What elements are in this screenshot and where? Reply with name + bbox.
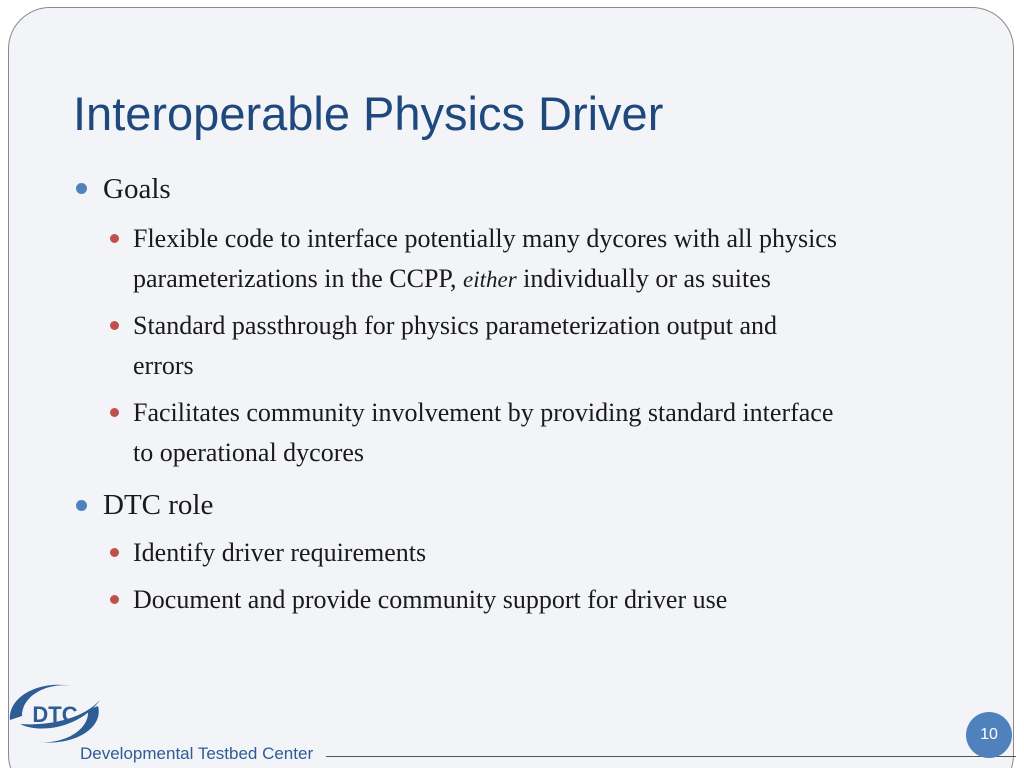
- slide-title: Interoperable Physics Driver: [73, 87, 664, 140]
- bullet-dtc-role-item-2: [133, 580, 973, 620]
- bullet-dtc-role: DTC role: [103, 489, 214, 521]
- bullet-goals-item-1-line2: [133, 259, 973, 300]
- bullet-goals-item-3: [133, 393, 973, 473]
- level2-bullet-icon: [110, 408, 119, 417]
- bullet-goals-item-1: [133, 219, 973, 300]
- level2-bullet-icon: [110, 234, 119, 243]
- text-run: individually or as suites: [516, 264, 771, 293]
- bullet-goals-item-2: [133, 306, 973, 386]
- bullet-goals-item-1-line1: Flexible code to interface potentially many dycores with all physics: [133, 224, 837, 253]
- text-run: parameterizations in the CCPP,: [133, 264, 464, 293]
- footer-divider: [326, 756, 1016, 757]
- level1-bullet-icon: [76, 183, 87, 194]
- organization-name: Developmental Testbed Center: [80, 744, 314, 763]
- level2-bullet-icon: [110, 321, 119, 330]
- bullet-goals-item-2-line1: Standard passthrough for physics parameterization output and: [133, 311, 778, 340]
- level1-bullet-icon: [76, 500, 87, 511]
- bullet-dtc-role-item-2-line1: Document and provide community support for driver use: [133, 585, 728, 614]
- level2-bullet-icon: [110, 548, 119, 557]
- bullet-dtc-role-item-1: [133, 533, 973, 573]
- level2-bullet-icon: [110, 595, 119, 604]
- bullet-goals-item-2-line2: errors: [133, 351, 194, 380]
- logo-text: DTC: [32, 702, 78, 727]
- bullet-goals-item-3-line1: Facilitates community involvement by providing standard interface: [133, 398, 834, 427]
- bullet-goals: Goals: [103, 173, 171, 205]
- page-number-badge: 10: [966, 712, 1012, 758]
- bullet-goals-item-3-line2: to operational dycores: [133, 438, 365, 467]
- emphasis-text: either: [463, 267, 517, 292]
- bullet-dtc-role-item-1-line1: Identify driver requirements: [133, 538, 427, 567]
- dtc-logo-icon: [0, 676, 110, 748]
